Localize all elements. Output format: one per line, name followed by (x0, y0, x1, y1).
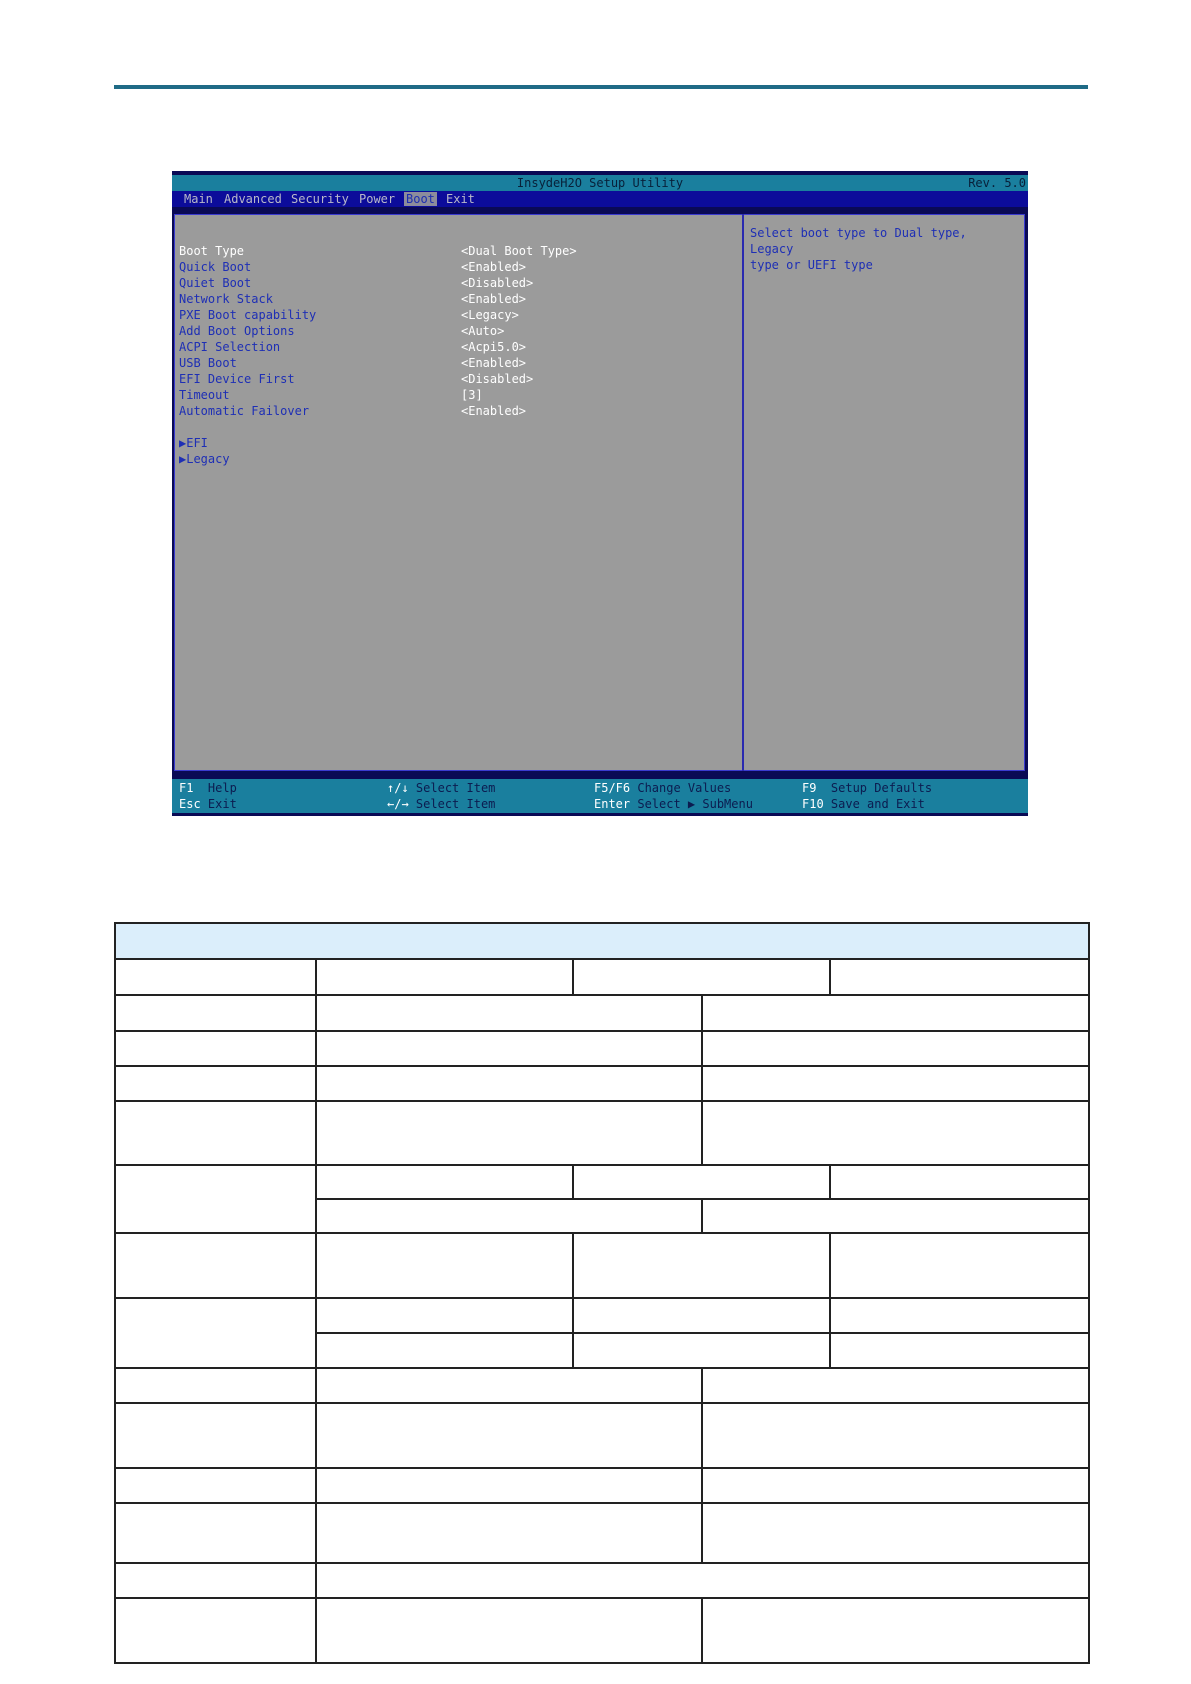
table-row (115, 1563, 1089, 1598)
key-select-item-vertical: ↑/↓ Select Item (387, 781, 496, 795)
table-row (115, 1468, 1089, 1503)
tab-power[interactable]: Power (359, 192, 396, 206)
key-exit: Esc Exit (179, 797, 237, 811)
key-help: F1 Help (179, 781, 237, 795)
tab-exit[interactable]: Exit (446, 192, 475, 206)
help-line: type or UEFI type (750, 258, 873, 272)
bios-title-bar (172, 175, 1028, 191)
table-row (115, 1031, 1089, 1066)
table-row (115, 1368, 1089, 1403)
table-row (115, 1403, 1089, 1468)
tab-advanced[interactable]: Advanced (224, 192, 282, 206)
table-row (115, 1503, 1089, 1563)
table-row (115, 995, 1089, 1031)
key-save-exit: F10 Save and Exit (802, 797, 925, 811)
table-row (115, 1298, 1089, 1333)
bios-setup-screen: InsydeH2O Setup Utility Rev. 5.0 Main Advanced Security Power Boot Exit Boot Type <Dual Boot Type> Quick Boot <Enabled> Quiet Boot <Disabled> Network Stack <Enabled> PXE Boot capability <Legacy> Add Boot Options <Auto> ACPI Selection <Acpi5.0> USB Boot <Enabled> EFI Device First <Disabled> Timeout [3] Automatic Failover <Enabled> ▶EFI ▶Legacy Select boot type to Dual type, Legacy type or UEFI type F1 Help Esc Exit ↑/↓ Select Item ←/→ Select Item F5/F6 Change Values Enter Select ▶ SubMenu F9 Setup Defaults F10 Save and Exit (172, 171, 1028, 816)
table-row (115, 1066, 1089, 1101)
bios-revision: Rev. 5.0 (968, 176, 1026, 190)
table-header (115, 923, 1089, 959)
tab-boot[interactable]: Boot (406, 192, 435, 206)
table-row (115, 1101, 1089, 1165)
table-row (115, 1233, 1089, 1298)
tab-security[interactable]: Security (291, 192, 349, 206)
key-legend (172, 779, 1028, 813)
bios-title: InsydeH2O Setup Utility (516, 176, 684, 190)
bios-settings-panel (174, 214, 1025, 771)
top-rule (114, 85, 1088, 89)
key-setup-defaults: F9 Setup Defaults (802, 781, 933, 795)
key-select-item-horizontal: ←/→ Select Item (387, 797, 496, 811)
key-select-submenu: Enter Select ▶ SubMenu (594, 797, 753, 811)
settings-table (114, 922, 1090, 1664)
table-row (115, 959, 1089, 995)
panel-divider (742, 214, 744, 771)
help-panel (750, 225, 1010, 273)
tab-main[interactable]: Main (184, 192, 213, 206)
table-row (115, 1165, 1089, 1199)
help-line: Select boot type to Dual type, Legacy (750, 226, 967, 256)
table-row (115, 1598, 1089, 1663)
bios-menu-bar (172, 191, 1028, 207)
key-change-values: F5/F6 Change Values (594, 781, 732, 795)
